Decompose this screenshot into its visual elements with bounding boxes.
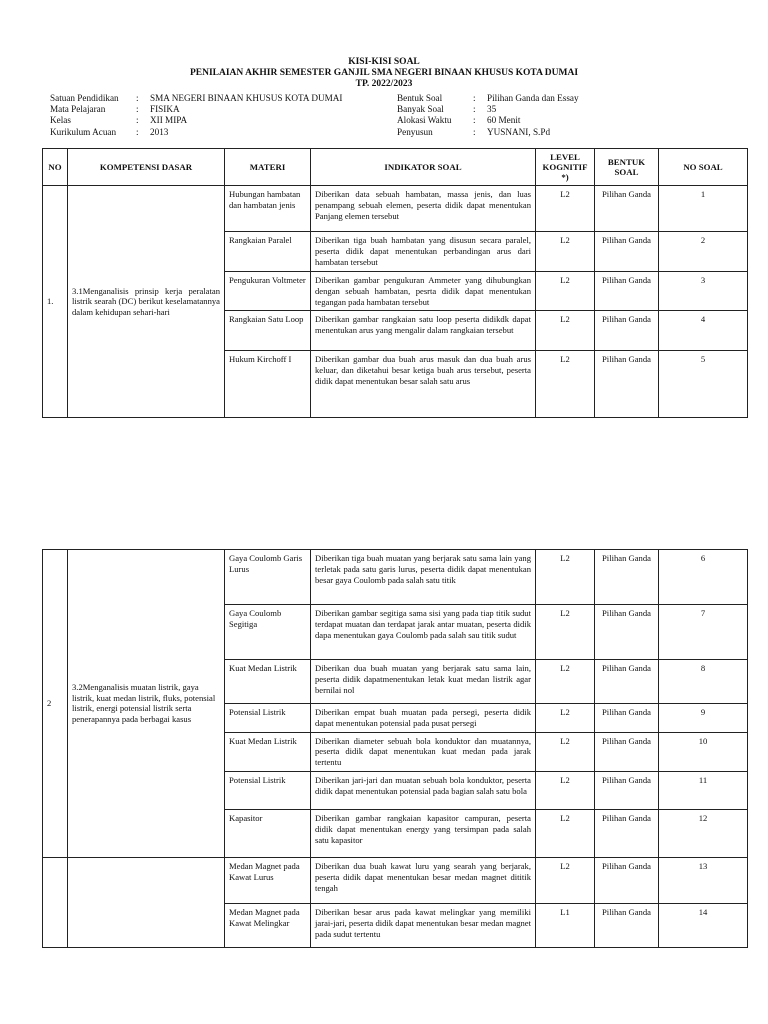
doc-subtitle: PENILAIAN AKHIR SEMESTER GANJIL SMA NEGERI BINAAN KHUSUS KOTA DUMAI: [189, 68, 579, 78]
materi-cell: Kapasitor: [225, 809, 311, 857]
meta-row: Mata Pelajaran : FISIKA: [50, 104, 180, 115]
materi-cell: Hukum Kirchoff I: [225, 351, 311, 418]
bentuk-cell: Pilihan Ganda: [595, 903, 659, 947]
bentuk-cell: Pilihan Ganda: [595, 660, 659, 704]
col-header-indikator: INDIKATOR SOAL: [311, 149, 536, 186]
kisi-table-1: [42, 148, 748, 418]
materi-cell: Gaya Coulomb Garis Lurus: [225, 550, 311, 605]
meta-value: SMA NEGERI BINAAN KHUSUS KOTA DUMAI: [150, 93, 343, 103]
nosoal-cell: 2: [659, 232, 748, 272]
col-header-no: NO: [43, 149, 68, 186]
materi-cell: Rangkaian Paralel: [225, 232, 311, 272]
indikator-cell: Diberikan gambar rangkaian kapasitor campuran, peserta didik dapat menentukan energy yang tersimpan pada salah satu kapasitor: [311, 809, 536, 857]
nosoal-cell: 13: [659, 857, 748, 903]
nosoal-cell: 10: [659, 732, 748, 771]
nosoal-cell: 12: [659, 809, 748, 857]
table-row: [43, 857, 748, 903]
nosoal-cell: 8: [659, 660, 748, 704]
indikator-cell: Diberikan tiga buah hambatan yang disusun secara paralel, peserta didik dapat menentukan perbandingan arus dari hambatan tersebut: [311, 232, 536, 272]
materi-cell: Medan Magnet pada Kawat Melingkar: [225, 903, 311, 947]
col-header-materi: MATERI: [225, 149, 311, 186]
nosoal-cell: 4: [659, 311, 748, 351]
indikator-cell: Diberikan gambar pengukuran Ammeter yang dihubungkan dengan sebuah hambatan, pesrta didik dapat menentukan tegangan pada hambatan tersebut: [311, 272, 536, 311]
materi-cell: Pengukuran Voltmeter: [225, 272, 311, 311]
meta-value: FISIKA: [150, 104, 180, 115]
nosoal-cell: 5: [659, 351, 748, 418]
level-cell: L2: [536, 857, 595, 903]
meta-label: Satuan Pendidikan: [50, 93, 119, 103]
bentuk-cell: Pilihan Ganda: [595, 232, 659, 272]
level-cell: L2: [536, 272, 595, 311]
level-cell: L2: [536, 351, 595, 418]
meta-row: Kurikulum Acuan : 2013: [50, 126, 169, 137]
level-cell: L2: [536, 232, 595, 272]
indikator-cell: Diberikan jari-jari dan muatan sebuah bola konduktor, peserta didik dapat menentukan potensial pada bagian salah satu bola: [311, 771, 536, 809]
meta-value: YUSNANI, S.Pd: [487, 126, 551, 137]
meta-label: Penyusun: [397, 126, 433, 137]
indikator-cell: Diberikan gambar rangkaian satu loop peserta didikdk dapat menentukan arus yang mengalir dalam rangkaian tersebut: [311, 311, 536, 351]
bentuk-cell: Pilihan Ganda: [595, 186, 659, 232]
bentuk-cell: Pilihan Ganda: [595, 605, 659, 660]
materi-cell: Rangkaian Satu Loop: [225, 311, 311, 351]
materi-cell: Kuat Medan Listrik: [225, 732, 311, 771]
materi-cell: Medan Magnet pada Kawat Lurus: [225, 857, 311, 903]
materi-cell: Potensial Listrik: [225, 771, 311, 809]
nosoal-cell: 11: [659, 771, 748, 809]
meta-left: [50, 93, 342, 138]
row-number: 1.: [43, 186, 68, 418]
level-cell: L2: [536, 660, 595, 704]
kompetensi-dasar: 3.2Menganalisis muatan listrik, gaya listrik, kuat medan listrik, fluks, potensial listrik, energi potensial listrik serta penerapannya pada berbagai kasus: [68, 550, 225, 858]
meta-value: 2013: [150, 126, 169, 137]
level-cell: L2: [536, 550, 595, 605]
level-cell: L2: [536, 605, 595, 660]
materi-cell: Gaya Coulomb Segitiga: [225, 605, 311, 660]
header-row: [43, 149, 748, 186]
meta-value: 35: [487, 104, 497, 115]
materi-cell: Hubungan hambatan dan hambatan jenis: [225, 186, 311, 232]
row-number: 2: [43, 550, 68, 858]
nosoal-cell: 9: [659, 704, 748, 733]
materi-cell: Potensial Listrik: [225, 704, 311, 733]
col-header-level: LEVEL KOGNITIF *): [536, 149, 595, 186]
meta-right: [397, 93, 579, 138]
table-row: [43, 550, 748, 605]
meta-value: Pilihan Ganda dan Essay: [487, 93, 579, 103]
indikator-cell: Diberikan tiga buah muatan yang berjarak satu sama lain yang terletak pada satu garis lurus, peserta didik dapat menentukan besar gaya Coulomb pada salah satu titik: [311, 550, 536, 605]
level-cell: L2: [536, 704, 595, 733]
bentuk-cell: Pilihan Ganda: [595, 771, 659, 809]
kompetensi-dasar-empty: [68, 857, 225, 947]
indikator-cell: Diberikan data sebuah hambatan, massa jenis, dan luas penampang sebuah elemen, peserta didik dapat menentukan Panjang elemen tersebut: [311, 186, 536, 232]
bentuk-cell: Pilihan Ganda: [595, 311, 659, 351]
indikator-cell: Diberikan dua buah kawat luru yang searah yang berjarak, peserta didik dapat menentukan besar medan magnet dititik tengah: [311, 857, 536, 903]
indikator-cell: Diberikan gambar segitiga sama sisi yang pada tiap titik sudut terdapat muatan dan terdapat jarak antar muatan, peserta didik dapa menentukan gaya Coulomb pada salah sau titik sudut: [311, 605, 536, 660]
meta-row: Kelas : XII MIPA: [50, 115, 188, 126]
level-cell: L2: [536, 186, 595, 232]
kompetensi-dasar: 3.1Menganalisis prinsip kerja peralatan listrik searah (DC) berikut keselamatannya dalam kehidupan sehari-hari: [68, 186, 225, 418]
meta-row: Bentuk Soal : Pilihan Ganda dan Essay: [397, 93, 579, 103]
level-cell: L2: [536, 311, 595, 351]
meta-row: Satuan Pendidikan : SMA NEGERI BINAAN KHUSUS KOTA DUMAI: [50, 93, 343, 103]
meta-label: Banyak Soal: [397, 104, 444, 115]
nosoal-cell: 14: [659, 903, 748, 947]
level-cell: L2: [536, 771, 595, 809]
col-header-bentuk: BENTUK SOAL: [595, 149, 659, 186]
bentuk-cell: Pilihan Ganda: [595, 550, 659, 605]
doc-year: TP. 2022/2023: [355, 79, 413, 89]
nosoal-cell: 1: [659, 186, 748, 232]
bentuk-cell: Pilihan Ganda: [595, 704, 659, 733]
indikator-cell: Diberikan gambar dua buah arus masuk dan dua buah arus keluar, dan diketahui besar ketiga buah arus tersebut, peserta didik dapat menentukan besar salah satu arus: [311, 351, 536, 418]
meta-row: Banyak Soal : 35: [397, 104, 497, 115]
col-header-nosoal: NO SOAL: [659, 149, 748, 186]
level-cell: L1: [536, 903, 595, 947]
row-number-empty: [43, 857, 68, 947]
materi-cell: Kuat Medan Listrik: [225, 660, 311, 704]
kisi-table-2: [42, 549, 748, 948]
meta-row: Alokasi Waktu : 60 Menit: [397, 115, 521, 126]
bentuk-cell: Pilihan Ganda: [595, 732, 659, 771]
nosoal-cell: 3: [659, 272, 748, 311]
bentuk-cell: Pilihan Ganda: [595, 272, 659, 311]
level-cell: L2: [536, 732, 595, 771]
table-row: [43, 186, 748, 232]
meta-label: Alokasi Waktu: [397, 115, 452, 126]
doc-title: KISI-KISI SOAL: [348, 57, 420, 67]
level-cell: L2: [536, 809, 595, 857]
indikator-cell: Diberikan diameter sebuah bola konduktor dan muatannya, peserta didik dapat menentukan kuat medan pada jarak tertentu: [311, 732, 536, 771]
meta-label: Kelas: [50, 115, 71, 126]
col-header-kd: KOMPETENSI DASAR: [68, 149, 225, 186]
bentuk-cell: Pilihan Ganda: [595, 809, 659, 857]
nosoal-cell: 7: [659, 605, 748, 660]
indikator-cell: Diberikan empat buah muatan pada persegi, peserta didik dapat menentukan potensial pada pusat persegi: [311, 704, 536, 733]
meta-label: Bentuk Soal: [397, 93, 443, 103]
meta-row: Penyusun : YUSNANI, S.Pd: [397, 126, 551, 137]
indikator-cell: Diberikan besar arus pada kawat melingkar yang memiliki jarai-jari, peserta didik dapat menentukan besar medan magnet pada sudut tertentu: [311, 903, 536, 947]
meta-value: XII MIPA: [150, 115, 188, 126]
indikator-cell: Diberikan dua buah muatan yang berjarak satu sama lain, peserta didik dapatmenentukan letak kuat medan listrik agar bernilai nol: [311, 660, 536, 704]
meta-label: Mata Pelajaran: [50, 104, 106, 115]
bentuk-cell: Pilihan Ganda: [595, 857, 659, 903]
meta-label: Kurikulum Acuan: [50, 126, 117, 137]
bentuk-cell: Pilihan Ganda: [595, 351, 659, 418]
meta-value: 60 Menit: [487, 115, 521, 126]
nosoal-cell: 6: [659, 550, 748, 605]
